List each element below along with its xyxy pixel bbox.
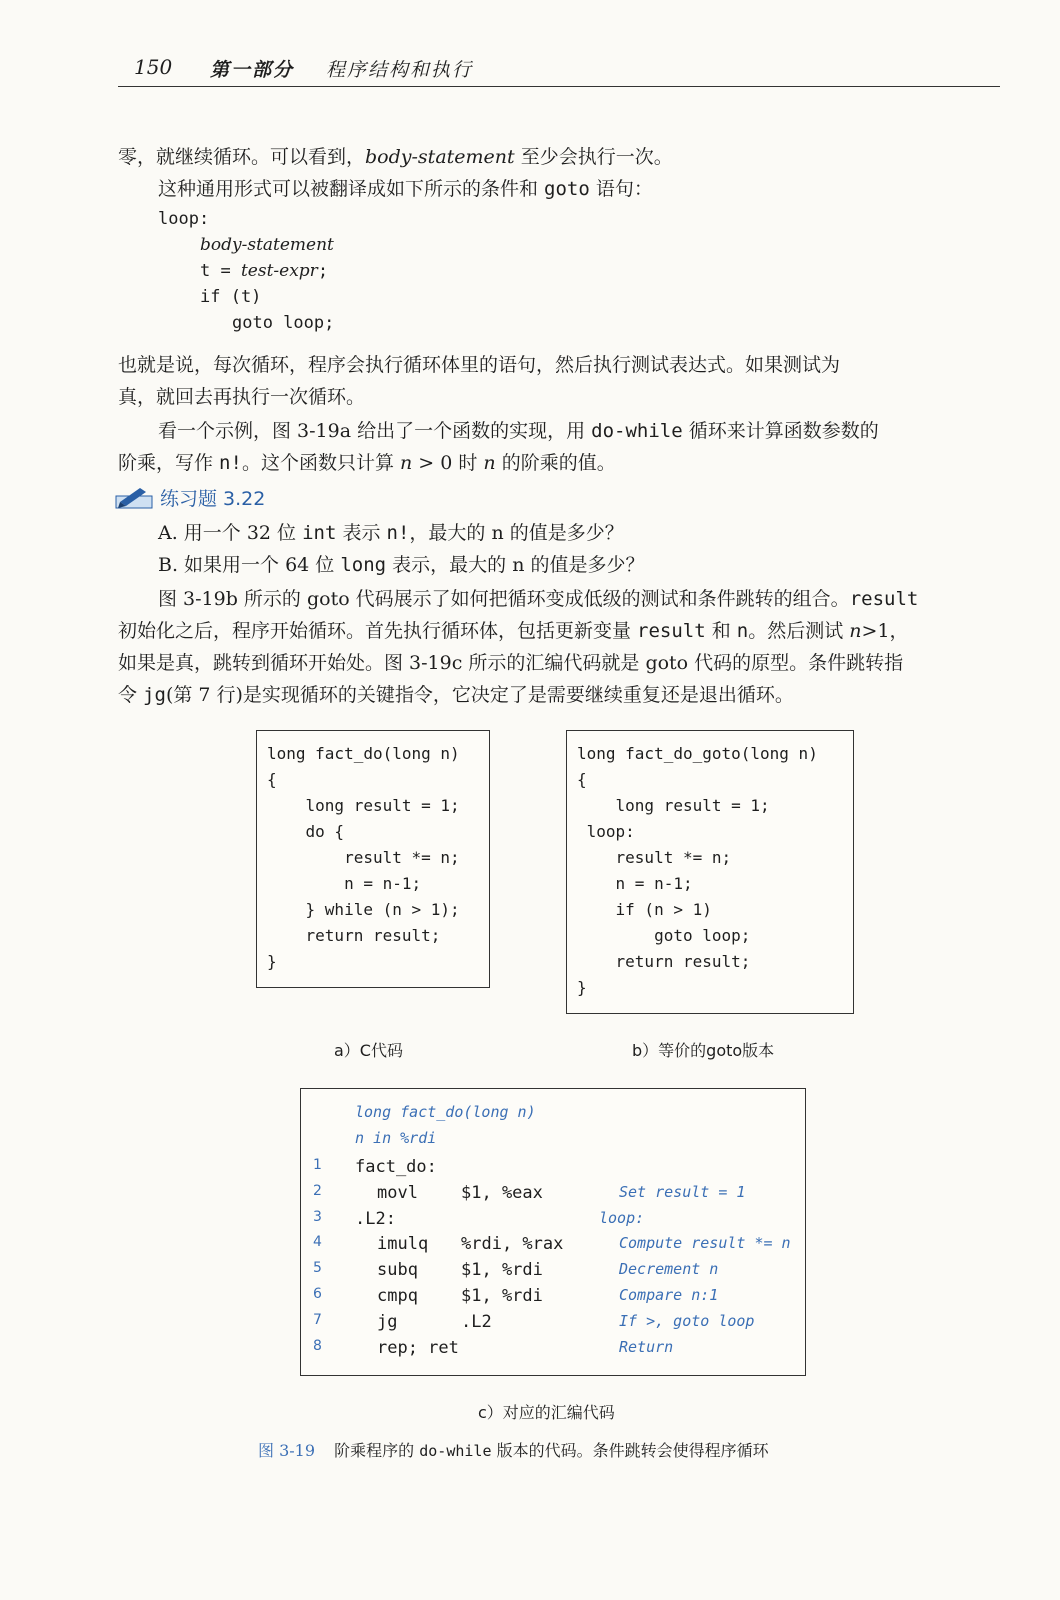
figure-b-code-line: long result = 1; xyxy=(577,796,770,815)
page-number: 150 xyxy=(134,55,173,79)
loop-line-5: goto loop; xyxy=(232,313,335,333)
loop-line-1: loop: xyxy=(158,209,210,229)
text: 零，就继续循环。可以看到， xyxy=(118,146,366,168)
code-term: n! xyxy=(219,452,242,474)
text: A. 用一个 32 位 xyxy=(158,522,303,544)
asm-row xyxy=(301,1207,805,1233)
asm-line-number: 8 xyxy=(313,1337,322,1354)
code-term: jg xyxy=(143,684,166,706)
asm-opcode: movl xyxy=(377,1182,418,1203)
asm-opcode: cmpq xyxy=(377,1286,418,1306)
asm-line-number: 2 xyxy=(313,1182,322,1199)
asm-line-number: 5 xyxy=(313,1260,322,1277)
asm-header-1: long fact_do(long n) xyxy=(355,1103,536,1121)
text: 。这个函数只计算 xyxy=(241,452,400,474)
text: 表示，最大的 n 的值是多少？ xyxy=(386,554,645,576)
text: (第 7 行)是实现循环的关键指令，它决定了是需要继续重复还是退出循环。 xyxy=(165,684,794,706)
paragraph-5-line-3: 如果是真，跳转到循环开始处。图 3-19c 所示的汇编代码就是 goto 代码的原型。条件跳转指 xyxy=(118,652,904,674)
figure-c-asm-box xyxy=(300,1088,806,1376)
text: 和 xyxy=(705,620,737,642)
text: 循环来计算函数参数的 xyxy=(682,420,879,442)
asm-opcode: imulq xyxy=(377,1234,429,1255)
italic-term: n xyxy=(483,452,496,474)
asm-row xyxy=(301,1284,805,1310)
asm-row xyxy=(301,1232,805,1258)
asm-line-number: 4 xyxy=(313,1234,322,1251)
figure-b-code-line: goto loop; xyxy=(577,926,751,945)
asm-operands: %rdi, %rax xyxy=(461,1234,564,1255)
text: ; xyxy=(317,261,329,281)
text: ，最大的 n 的值是多少？ xyxy=(409,522,624,544)
part-label: 第一部分 xyxy=(210,59,295,81)
text: t = xyxy=(200,261,241,281)
figure-b-code-box xyxy=(566,730,854,1014)
text: 的阶乘的值。 xyxy=(495,452,616,474)
text: 看一个示例，图 3-19a 给出了一个函数的实现，用 xyxy=(158,420,592,442)
loop-line-2: body-statement xyxy=(200,235,334,255)
exercise-title: 练习题 3.22 xyxy=(160,488,266,510)
figure-b-code-line: if (n > 1) xyxy=(577,900,712,919)
figure-b-code xyxy=(577,741,818,1001)
figure-b-code-line: } xyxy=(577,978,587,997)
asm-row xyxy=(301,1155,805,1181)
asm-comment: Compare n:1 xyxy=(619,1286,719,1304)
text: 版本的代码。条件跳转会使得程序循环 xyxy=(491,1441,769,1460)
loop-line-3 xyxy=(200,258,328,284)
asm-row xyxy=(301,1336,805,1362)
figure-b-code-line: long fact_do_goto(long n) xyxy=(577,744,818,763)
page-header xyxy=(118,52,1000,87)
figure-a-code-line: return result; xyxy=(267,926,441,945)
figure-a-code xyxy=(267,741,460,975)
figure-number: 图 3-19 xyxy=(258,1441,316,1460)
asm-opcode: jg xyxy=(377,1311,398,1332)
text: 至少会执行一次。 xyxy=(514,146,673,168)
text: 初始化之后，程序开始循环。首先执行循环体，包括更新变量 xyxy=(118,620,638,642)
text: 令 xyxy=(118,684,144,706)
asm-comment: Return xyxy=(619,1337,674,1356)
paragraph-4-line-2 xyxy=(118,446,616,480)
asm-line-number: 6 xyxy=(313,1286,322,1302)
code-term: result xyxy=(849,588,919,610)
figure-c-caption: c）对应的汇编代码 xyxy=(478,1403,615,1422)
asm-label: .L2: xyxy=(355,1208,396,1229)
italic-term: n xyxy=(399,452,413,474)
figure-a-code-line: long result = 1; xyxy=(267,796,460,815)
code-term: goto xyxy=(544,178,590,200)
asm-header-2: n in %rdi xyxy=(355,1129,437,1147)
text: 。然后测试 xyxy=(748,620,850,642)
asm-comment: Compute result *= n xyxy=(619,1234,791,1253)
asm-comment: Decrement n xyxy=(619,1260,719,1279)
asm-line-number: 7 xyxy=(313,1311,322,1328)
paragraph-4-line-1 xyxy=(158,414,879,448)
asm-operands: $1, %rdi xyxy=(461,1260,543,1281)
asm-opcode: rep; ret xyxy=(377,1337,459,1358)
asm-row xyxy=(301,1258,805,1284)
text: 这种通用形式可以被翻译成如下所示的条件和 xyxy=(158,178,545,200)
figure-a-caption: a）C代码 xyxy=(334,1041,403,1060)
paragraph-3-line-1: 也就是说，每次循环，程序会执行循环体里的语句，然后执行测试表达式。如果测试为 xyxy=(118,354,841,376)
asm-label: fact_do: xyxy=(355,1157,437,1177)
paragraph-5-line-1 xyxy=(158,582,918,616)
asm-comment: If >, goto loop xyxy=(619,1311,755,1330)
figure-b-code-line: result *= n; xyxy=(577,848,732,867)
figure-caption xyxy=(258,1438,769,1461)
text: B. 如果用一个 64 位 xyxy=(158,554,341,576)
figure-b-caption: b）等价的goto版本 xyxy=(632,1041,775,1060)
text: 表示 xyxy=(336,522,387,544)
figure-b-code-line: { xyxy=(577,770,587,789)
asm-operands: $1, %rdi xyxy=(461,1286,543,1306)
asm-comment: Set result = 1 xyxy=(619,1182,746,1201)
figure-a-code-line: do { xyxy=(267,822,345,841)
figure-a-code-box xyxy=(256,730,490,988)
loop-line-4: if (t) xyxy=(200,287,262,307)
figure-a-code-line: } while (n > 1); xyxy=(267,900,460,919)
asm-row xyxy=(301,1181,805,1207)
text: 阶乘，写作 xyxy=(118,452,220,474)
paragraph-5-line-4 xyxy=(118,678,794,712)
paragraph-5-line-2 xyxy=(118,614,909,648)
figure-a-code-line: { xyxy=(267,770,277,789)
text: >1， xyxy=(861,620,909,642)
figure-b-code-line: return result; xyxy=(577,952,751,971)
paragraph-2 xyxy=(158,172,653,206)
figure-b-code-line: n = n-1; xyxy=(577,874,693,893)
asm-line-number: 1 xyxy=(313,1157,322,1173)
asm-row xyxy=(301,1310,805,1336)
exercise-question-a xyxy=(158,516,624,550)
figure-b-code-line: loop: xyxy=(577,822,635,841)
asm-operands: .L2 xyxy=(461,1311,492,1332)
asm-operands: $1, %eax xyxy=(461,1182,543,1203)
paragraph-1 xyxy=(118,140,673,174)
part-title: 程序结构和执行 xyxy=(326,59,474,81)
italic-term: test-expr xyxy=(240,261,318,281)
code-term: long xyxy=(340,554,387,576)
text: > 0 时 xyxy=(412,452,484,474)
asm-line-number: 3 xyxy=(313,1208,322,1225)
code-term: n! xyxy=(386,522,410,544)
figure-a-code-line: result *= n; xyxy=(267,848,460,867)
asm-comment: loop: xyxy=(599,1208,645,1227)
code-term: do-while xyxy=(591,420,683,442)
code-term: n xyxy=(736,620,749,642)
asm-opcode: subq xyxy=(377,1260,418,1281)
figure-a-code-line: long fact_do(long n) xyxy=(267,744,460,763)
italic-term: n xyxy=(849,620,862,642)
italic-term: body-statement xyxy=(365,146,515,168)
text: 图 3-19b 所示的 goto 代码展示了如何把循环变成低级的测试和条件跳转的组合。 xyxy=(158,588,850,610)
paragraph-3-line-2: 真，就回去再执行一次循环。 xyxy=(118,386,366,408)
code-term: do-while xyxy=(419,1442,492,1460)
figure-a-code-line: } xyxy=(267,952,277,971)
code-term: result xyxy=(637,620,706,642)
exercise-question-b xyxy=(158,548,644,582)
code-term: int xyxy=(302,522,337,544)
figure-a-code-line: n = n-1; xyxy=(267,874,422,893)
exercise-pencil-icon xyxy=(114,484,154,510)
text: 阶乘程序的 xyxy=(334,1441,420,1460)
text: 语句： xyxy=(589,178,653,200)
